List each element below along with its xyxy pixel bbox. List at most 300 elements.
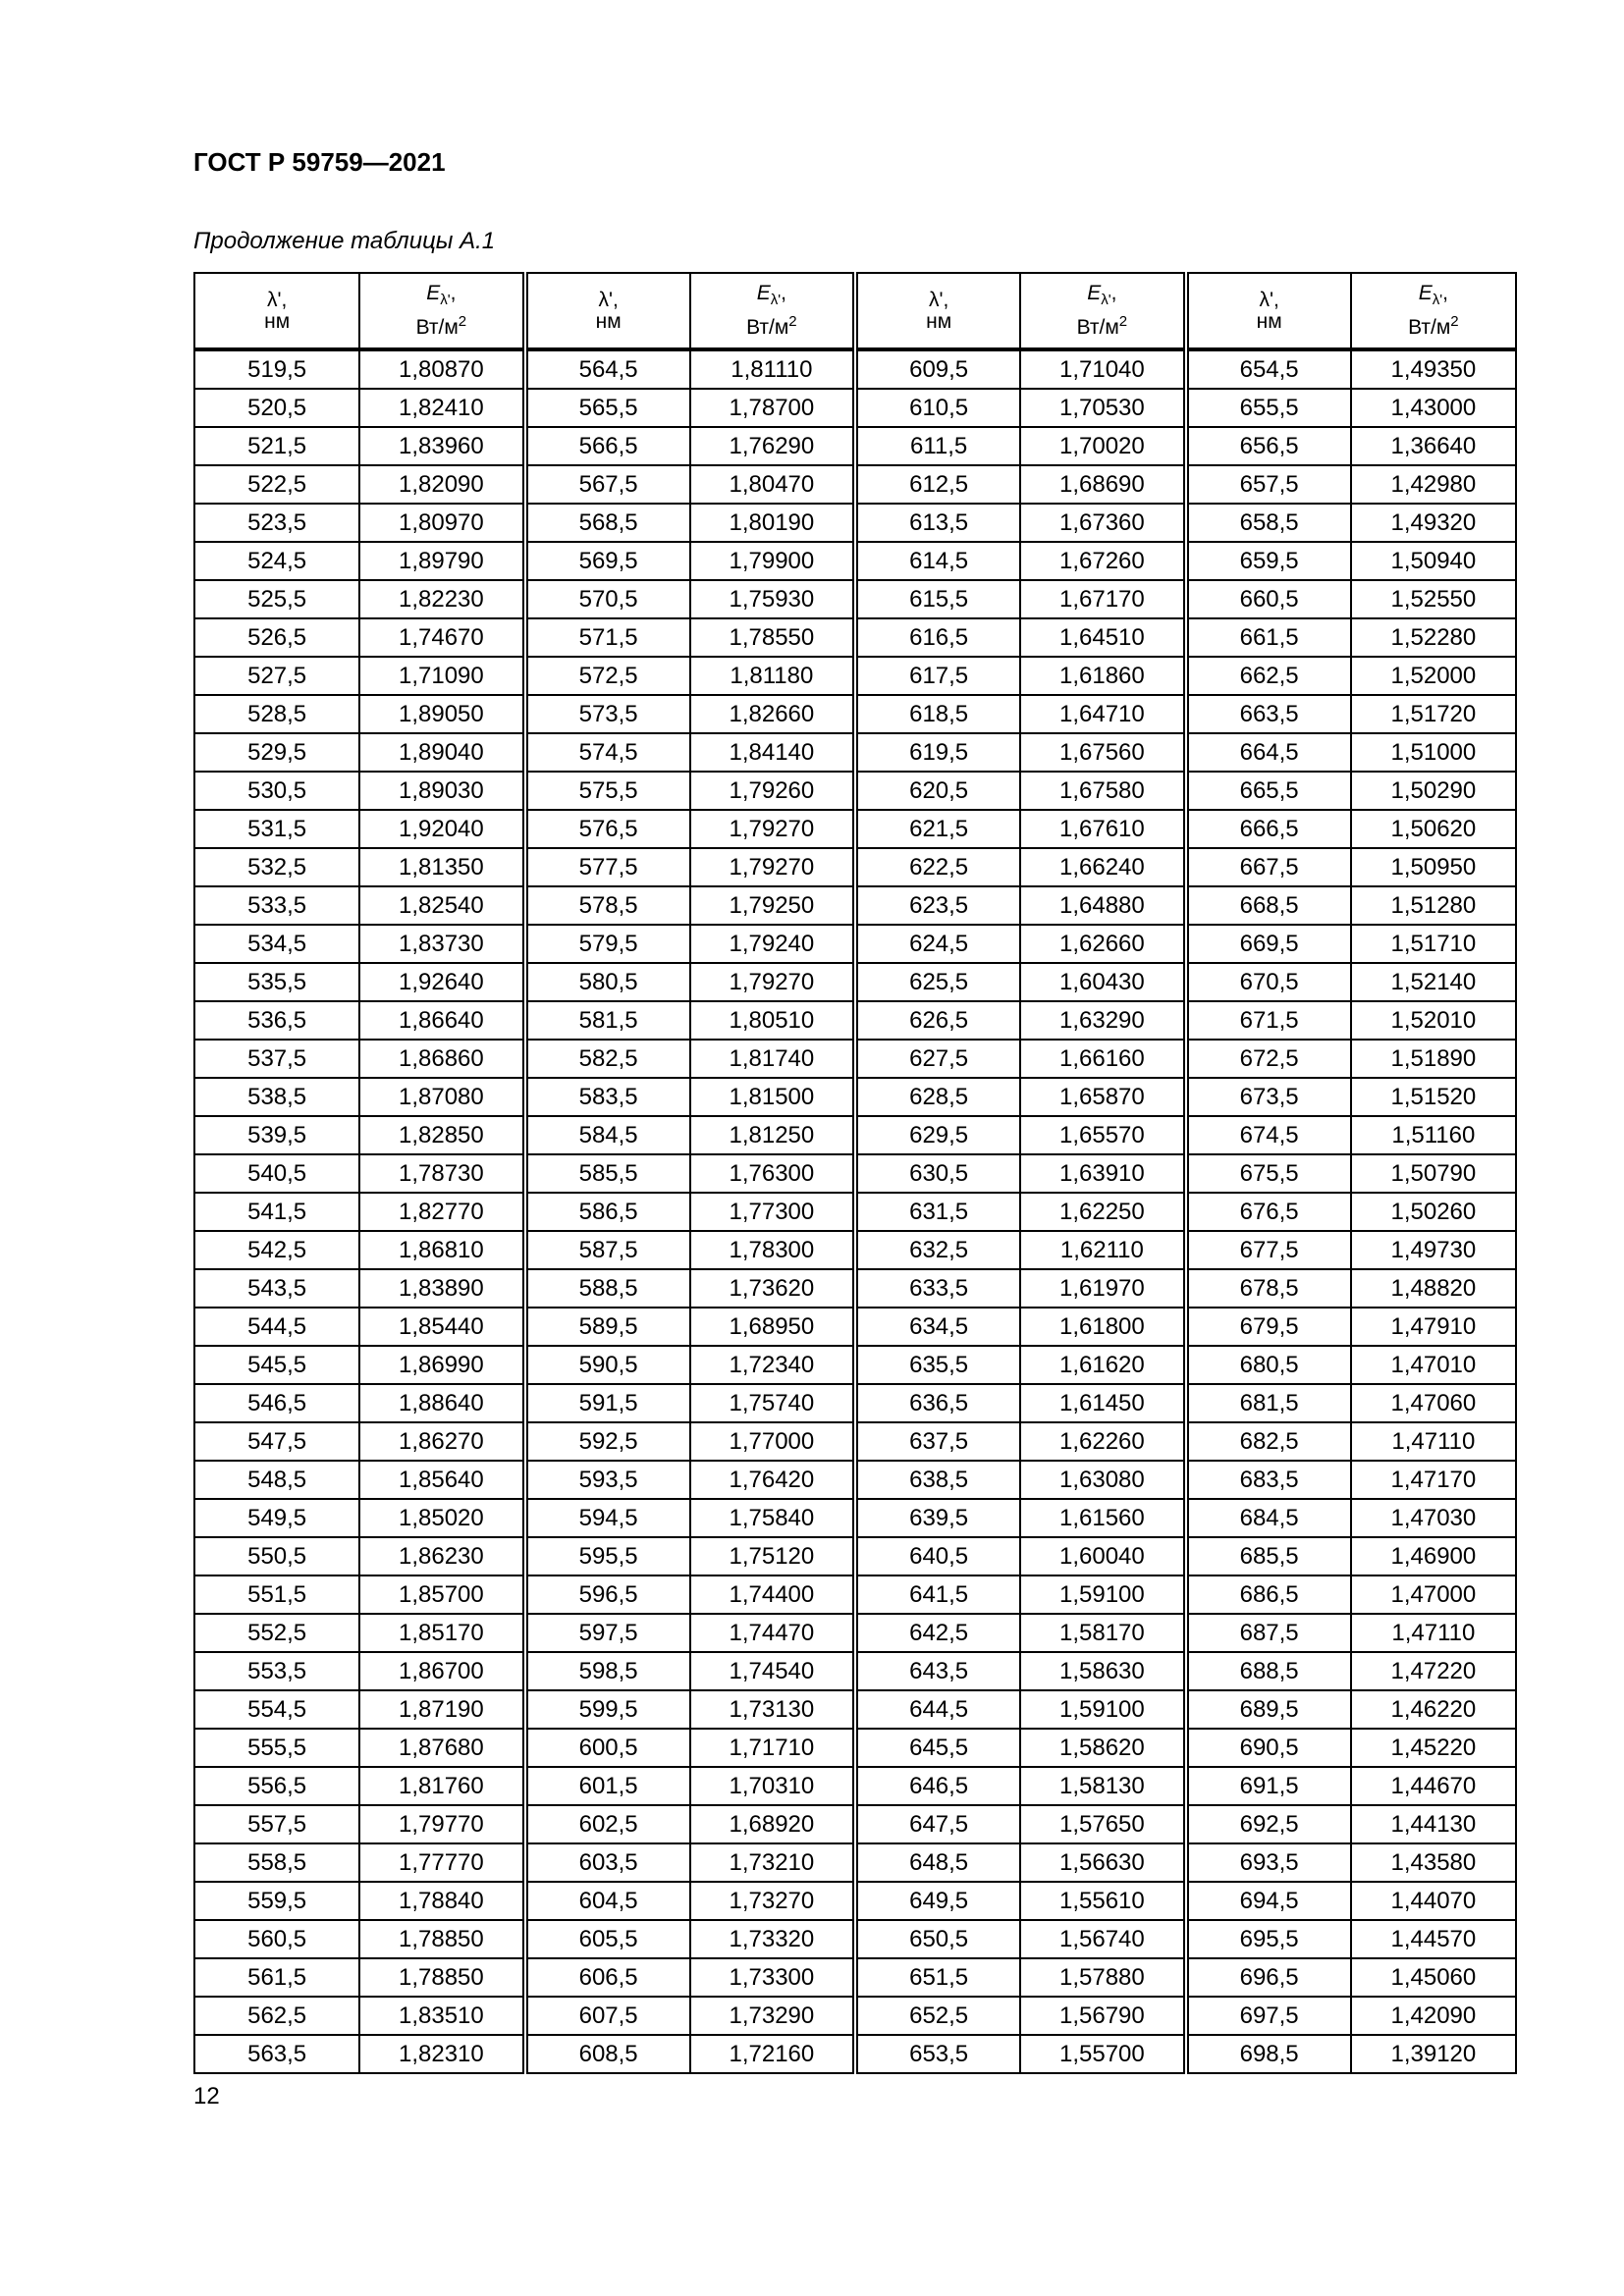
table-row: [194, 1499, 1516, 1537]
wavelength-cell: 600,5: [525, 1729, 690, 1767]
irradiance-cell: 1,50290: [1351, 772, 1516, 810]
wavelength-cell: 519,5: [194, 349, 359, 389]
wavelength-cell: 549,5: [194, 1499, 359, 1537]
wavelength-cell: 572,5: [525, 657, 690, 695]
wavelength-cell: 678,5: [1186, 1269, 1351, 1308]
irradiance-cell: 1,70310: [690, 1767, 855, 1805]
irradiance-cell: 1,45060: [1351, 1958, 1516, 1997]
table-row: [194, 1040, 1516, 1078]
wavelength-cell: 643,5: [855, 1652, 1020, 1690]
irradiance-cell: 1,82850: [359, 1116, 524, 1154]
wavelength-cell: 576,5: [525, 810, 690, 848]
irradiance-cell: 1,68690: [1020, 465, 1185, 504]
irradiance-cell: 1,58620: [1020, 1729, 1185, 1767]
header-wavelength: [525, 273, 690, 349]
wavelength-cell: 584,5: [525, 1116, 690, 1154]
wavelength-cell: 568,5: [525, 504, 690, 542]
header-row: [194, 273, 1516, 349]
wavelength-cell: 645,5: [855, 1729, 1020, 1767]
irradiance-cell: 1,71040: [1020, 349, 1185, 389]
wavelength-cell: 556,5: [194, 1767, 359, 1805]
header-wavelength: [1186, 273, 1351, 349]
irradiance-cell: 1,49730: [1351, 1231, 1516, 1269]
irradiance-cell: 1,51000: [1351, 733, 1516, 772]
irradiance-cell: 1,85700: [359, 1575, 524, 1614]
table-row: [194, 1614, 1516, 1652]
wavelength-cell: 559,5: [194, 1882, 359, 1920]
wavelength-cell: 631,5: [855, 1193, 1020, 1231]
irradiance-cell: 1,48820: [1351, 1269, 1516, 1308]
wavelength-cell: 594,5: [525, 1499, 690, 1537]
header-unit: Вт/м: [1076, 316, 1119, 339]
irradiance-cell: 1,60430: [1020, 963, 1185, 1001]
table-row: [194, 810, 1516, 848]
irradiance-cell: 1,61620: [1020, 1346, 1185, 1384]
header-unit: нм: [926, 309, 952, 333]
wavelength-cell: 688,5: [1186, 1652, 1351, 1690]
irradiance-cell: 1,82540: [359, 886, 524, 925]
wavelength-cell: 622,5: [855, 848, 1020, 886]
wavelength-cell: 546,5: [194, 1384, 359, 1422]
table-row: [194, 657, 1516, 695]
wavelength-cell: 673,5: [1186, 1078, 1351, 1116]
wavelength-cell: 551,5: [194, 1575, 359, 1614]
irradiance-cell: 1,78700: [690, 389, 855, 427]
irradiance-cell: 1,47000: [1351, 1575, 1516, 1614]
wavelength-cell: 632,5: [855, 1231, 1020, 1269]
irradiance-cell: 1,47110: [1351, 1422, 1516, 1461]
header-superscript: 2: [788, 313, 797, 330]
wavelength-cell: 666,5: [1186, 810, 1351, 848]
irradiance-cell: 1,66160: [1020, 1040, 1185, 1078]
table-row: [194, 886, 1516, 925]
wavelength-cell: 668,5: [1186, 886, 1351, 925]
document-code: ГОСТ Р 59759—2021: [193, 147, 446, 177]
wavelength-cell: 630,5: [855, 1154, 1020, 1193]
table-row: [194, 1384, 1516, 1422]
irradiance-cell: 1,74400: [690, 1575, 855, 1614]
wavelength-cell: 580,5: [525, 963, 690, 1001]
wavelength-cell: 639,5: [855, 1499, 1020, 1537]
wavelength-cell: 653,5: [855, 2035, 1020, 2073]
irradiance-cell: 1,51280: [1351, 886, 1516, 925]
wavelength-cell: 596,5: [525, 1575, 690, 1614]
wavelength-cell: 633,5: [855, 1269, 1020, 1308]
irradiance-cell: 1,49350: [1351, 349, 1516, 389]
wavelength-cell: 523,5: [194, 504, 359, 542]
table-row: [194, 1346, 1516, 1384]
wavelength-cell: 674,5: [1186, 1116, 1351, 1154]
wavelength-cell: 593,5: [525, 1461, 690, 1499]
irradiance-cell: 1,86640: [359, 1001, 524, 1040]
irradiance-cell: 1,39120: [1351, 2035, 1516, 2073]
irradiance-cell: 1,86700: [359, 1652, 524, 1690]
wavelength-cell: 672,5: [1186, 1040, 1351, 1078]
irradiance-cell: 1,86860: [359, 1040, 524, 1078]
header-unit: нм: [1256, 309, 1282, 333]
wavelength-cell: 520,5: [194, 389, 359, 427]
header-symbol: E: [756, 282, 771, 304]
header-comma: ,: [1442, 282, 1448, 304]
irradiance-cell: 1,46220: [1351, 1690, 1516, 1729]
irradiance-cell: 1,56790: [1020, 1997, 1185, 2035]
header-unit: Вт/м: [746, 316, 789, 339]
wavelength-cell: 571,5: [525, 618, 690, 657]
header-irradiance: [1351, 273, 1516, 349]
header-subscript: λ': [770, 292, 782, 308]
header-symbol: E: [426, 282, 441, 304]
wavelength-cell: 627,5: [855, 1040, 1020, 1078]
irradiance-cell: 1,81180: [690, 657, 855, 695]
wavelength-cell: 685,5: [1186, 1537, 1351, 1575]
irradiance-cell: 1,86270: [359, 1422, 524, 1461]
wavelength-cell: 570,5: [525, 580, 690, 618]
wavelength-cell: 566,5: [525, 427, 690, 465]
irradiance-cell: 1,68920: [690, 1805, 855, 1843]
irradiance-cell: 1,59100: [1020, 1690, 1185, 1729]
irradiance-cell: 1,62260: [1020, 1422, 1185, 1461]
table-row: [194, 963, 1516, 1001]
irradiance-cell: 1,52140: [1351, 963, 1516, 1001]
irradiance-cell: 1,50940: [1351, 542, 1516, 580]
irradiance-cell: 1,92040: [359, 810, 524, 848]
table-row: [194, 1231, 1516, 1269]
wavelength-cell: 542,5: [194, 1231, 359, 1269]
table-row: [194, 2035, 1516, 2073]
wavelength-cell: 541,5: [194, 1193, 359, 1231]
irradiance-cell: 1,63290: [1020, 1001, 1185, 1040]
wavelength-cell: 671,5: [1186, 1001, 1351, 1040]
irradiance-cell: 1,66240: [1020, 848, 1185, 886]
header-comma: ,: [450, 282, 457, 304]
wavelength-cell: 562,5: [194, 1997, 359, 2035]
table-row: [194, 465, 1516, 504]
wavelength-cell: 561,5: [194, 1958, 359, 1997]
wavelength-cell: 624,5: [855, 925, 1020, 963]
irradiance-cell: 1,44070: [1351, 1882, 1516, 1920]
wavelength-cell: 675,5: [1186, 1154, 1351, 1193]
irradiance-cell: 1,73270: [690, 1882, 855, 1920]
page-number: 12: [193, 2083, 220, 2109]
irradiance-cell: 1,79270: [690, 810, 855, 848]
irradiance-cell: 1,82310: [359, 2035, 524, 2073]
header-wavelength: [855, 273, 1020, 349]
wavelength-cell: 641,5: [855, 1575, 1020, 1614]
wavelength-cell: 563,5: [194, 2035, 359, 2073]
irradiance-cell: 1,79260: [690, 772, 855, 810]
irradiance-cell: 1,84140: [690, 733, 855, 772]
wavelength-cell: 599,5: [525, 1690, 690, 1729]
wavelength-cell: 618,5: [855, 695, 1020, 733]
irradiance-cell: 1,43580: [1351, 1843, 1516, 1882]
wavelength-cell: 654,5: [1186, 349, 1351, 389]
wavelength-cell: 612,5: [855, 465, 1020, 504]
wavelength-cell: 608,5: [525, 2035, 690, 2073]
wavelength-cell: 535,5: [194, 963, 359, 1001]
wavelength-cell: 555,5: [194, 1729, 359, 1767]
table-row: [194, 349, 1516, 389]
header-unit: Вт/м: [415, 316, 459, 339]
wavelength-cell: 667,5: [1186, 848, 1351, 886]
table-row: [194, 389, 1516, 427]
irradiance-cell: 1,87190: [359, 1690, 524, 1729]
wavelength-cell: 601,5: [525, 1767, 690, 1805]
irradiance-cell: 1,79250: [690, 886, 855, 925]
wavelength-cell: 547,5: [194, 1422, 359, 1461]
irradiance-cell: 1,56630: [1020, 1843, 1185, 1882]
wavelength-cell: 536,5: [194, 1001, 359, 1040]
table-row: [194, 1537, 1516, 1575]
header-irradiance: [690, 273, 855, 349]
wavelength-cell: 579,5: [525, 925, 690, 963]
irradiance-cell: 1,78730: [359, 1154, 524, 1193]
wavelength-cell: 625,5: [855, 963, 1020, 1001]
irradiance-cell: 1,60040: [1020, 1537, 1185, 1575]
wavelength-cell: 587,5: [525, 1231, 690, 1269]
irradiance-cell: 1,67360: [1020, 504, 1185, 542]
wavelength-cell: 677,5: [1186, 1231, 1351, 1269]
table-row: [194, 1958, 1516, 1997]
irradiance-cell: 1,65570: [1020, 1116, 1185, 1154]
irradiance-cell: 1,77300: [690, 1193, 855, 1231]
wavelength-cell: 681,5: [1186, 1384, 1351, 1422]
irradiance-cell: 1,85640: [359, 1461, 524, 1499]
irradiance-cell: 1,51890: [1351, 1040, 1516, 1078]
irradiance-cell: 1,47110: [1351, 1614, 1516, 1652]
irradiance-cell: 1,78850: [359, 1958, 524, 1997]
wavelength-cell: 644,5: [855, 1690, 1020, 1729]
irradiance-cell: 1,78300: [690, 1231, 855, 1269]
irradiance-cell: 1,62660: [1020, 925, 1185, 963]
irradiance-cell: 1,82770: [359, 1193, 524, 1231]
irradiance-cell: 1,88640: [359, 1384, 524, 1422]
wavelength-cell: 558,5: [194, 1843, 359, 1882]
irradiance-cell: 1,87080: [359, 1078, 524, 1116]
wavelength-cell: 588,5: [525, 1269, 690, 1308]
wavelength-cell: 619,5: [855, 733, 1020, 772]
irradiance-cell: 1,87680: [359, 1729, 524, 1767]
wavelength-cell: 534,5: [194, 925, 359, 963]
irradiance-cell: 1,50620: [1351, 810, 1516, 848]
irradiance-cell: 1,81350: [359, 848, 524, 886]
table-row: [194, 1997, 1516, 2035]
table-body: [194, 349, 1516, 2073]
irradiance-cell: 1,83730: [359, 925, 524, 963]
irradiance-cell: 1,55700: [1020, 2035, 1185, 2073]
wavelength-cell: 656,5: [1186, 427, 1351, 465]
wavelength-cell: 529,5: [194, 733, 359, 772]
irradiance-cell: 1,51710: [1351, 925, 1516, 963]
wavelength-cell: 578,5: [525, 886, 690, 925]
wavelength-cell: 609,5: [855, 349, 1020, 389]
wavelength-cell: 610,5: [855, 389, 1020, 427]
wavelength-cell: 664,5: [1186, 733, 1351, 772]
irradiance-cell: 1,43000: [1351, 389, 1516, 427]
wavelength-cell: 696,5: [1186, 1958, 1351, 1997]
irradiance-cell: 1,36640: [1351, 427, 1516, 465]
wavelength-cell: 595,5: [525, 1537, 690, 1575]
irradiance-cell: 1,83890: [359, 1269, 524, 1308]
header-unit: нм: [595, 309, 622, 333]
table-row: [194, 695, 1516, 733]
irradiance-cell: 1,67560: [1020, 733, 1185, 772]
irradiance-cell: 1,73300: [690, 1958, 855, 1997]
header-symbol: λ',: [266, 288, 288, 311]
irradiance-cell: 1,81740: [690, 1040, 855, 1078]
wavelength-cell: 606,5: [525, 1958, 690, 1997]
table-row: [194, 1116, 1516, 1154]
irradiance-cell: 1,55610: [1020, 1882, 1185, 1920]
header-superscript: 2: [1450, 313, 1459, 330]
table-row: [194, 1269, 1516, 1308]
irradiance-cell: 1,47010: [1351, 1346, 1516, 1384]
irradiance-cell: 1,61970: [1020, 1269, 1185, 1308]
wavelength-cell: 552,5: [194, 1614, 359, 1652]
header-comma: ,: [1110, 282, 1117, 304]
wavelength-cell: 614,5: [855, 542, 1020, 580]
wavelength-cell: 564,5: [525, 349, 690, 389]
table-row: [194, 733, 1516, 772]
wavelength-cell: 582,5: [525, 1040, 690, 1078]
wavelength-cell: 574,5: [525, 733, 690, 772]
header-symbol: λ',: [928, 288, 949, 311]
header-unit: нм: [264, 309, 291, 333]
irradiance-cell: 1,64710: [1020, 695, 1185, 733]
table-row: [194, 1652, 1516, 1690]
irradiance-cell: 1,72160: [690, 2035, 855, 2073]
wavelength-cell: 521,5: [194, 427, 359, 465]
irradiance-cell: 1,89790: [359, 542, 524, 580]
wavelength-cell: 617,5: [855, 657, 1020, 695]
irradiance-cell: 1,86230: [359, 1537, 524, 1575]
table-row: [194, 542, 1516, 580]
wavelength-cell: 679,5: [1186, 1308, 1351, 1346]
wavelength-cell: 684,5: [1186, 1499, 1351, 1537]
table-row: [194, 1805, 1516, 1843]
table-caption: Продолжение таблицы А.1: [193, 228, 496, 254]
wavelength-cell: 604,5: [525, 1882, 690, 1920]
irradiance-cell: 1,73620: [690, 1269, 855, 1308]
irradiance-cell: 1,82090: [359, 465, 524, 504]
wavelength-cell: 635,5: [855, 1346, 1020, 1384]
irradiance-cell: 1,58130: [1020, 1767, 1185, 1805]
table-row: [194, 580, 1516, 618]
wavelength-cell: 676,5: [1186, 1193, 1351, 1231]
wavelength-cell: 658,5: [1186, 504, 1351, 542]
irradiance-cell: 1,86810: [359, 1231, 524, 1269]
irradiance-cell: 1,73320: [690, 1920, 855, 1958]
irradiance-cell: 1,75840: [690, 1499, 855, 1537]
irradiance-cell: 1,73290: [690, 1997, 855, 2035]
wavelength-cell: 615,5: [855, 580, 1020, 618]
irradiance-cell: 1,74540: [690, 1652, 855, 1690]
wavelength-cell: 669,5: [1186, 925, 1351, 963]
irradiance-cell: 1,77770: [359, 1843, 524, 1882]
irradiance-cell: 1,50790: [1351, 1154, 1516, 1193]
wavelength-cell: 637,5: [855, 1422, 1020, 1461]
wavelength-cell: 524,5: [194, 542, 359, 580]
header-irradiance: [359, 273, 524, 349]
wavelength-cell: 583,5: [525, 1078, 690, 1116]
irradiance-cell: 1,76290: [690, 427, 855, 465]
irradiance-cell: 1,51160: [1351, 1116, 1516, 1154]
wavelength-cell: 554,5: [194, 1690, 359, 1729]
wavelength-cell: 698,5: [1186, 2035, 1351, 2073]
wavelength-cell: 623,5: [855, 886, 1020, 925]
irradiance-cell: 1,89030: [359, 772, 524, 810]
header-superscript: 2: [458, 313, 467, 330]
irradiance-cell: 1,51720: [1351, 695, 1516, 733]
header-superscript: 2: [1118, 313, 1128, 330]
irradiance-cell: 1,44670: [1351, 1767, 1516, 1805]
irradiance-cell: 1,74470: [690, 1614, 855, 1652]
irradiance-cell: 1,89050: [359, 695, 524, 733]
irradiance-cell: 1,79770: [359, 1805, 524, 1843]
wavelength-cell: 522,5: [194, 465, 359, 504]
wavelength-cell: 592,5: [525, 1422, 690, 1461]
wavelength-cell: 527,5: [194, 657, 359, 695]
wavelength-cell: 626,5: [855, 1001, 1020, 1040]
irradiance-cell: 1,78840: [359, 1882, 524, 1920]
irradiance-cell: 1,70020: [1020, 427, 1185, 465]
wavelength-cell: 581,5: [525, 1001, 690, 1040]
irradiance-cell: 1,68950: [690, 1308, 855, 1346]
irradiance-cell: 1,81110: [690, 349, 855, 389]
wavelength-cell: 569,5: [525, 542, 690, 580]
wavelength-cell: 565,5: [525, 389, 690, 427]
irradiance-cell: 1,51520: [1351, 1078, 1516, 1116]
header-subscript: λ': [1432, 292, 1443, 308]
wavelength-cell: 649,5: [855, 1882, 1020, 1920]
irradiance-cell: 1,89040: [359, 733, 524, 772]
wavelength-cell: 553,5: [194, 1652, 359, 1690]
wavelength-cell: 691,5: [1186, 1767, 1351, 1805]
irradiance-cell: 1,58170: [1020, 1614, 1185, 1652]
irradiance-cell: 1,78850: [359, 1920, 524, 1958]
irradiance-cell: 1,76300: [690, 1154, 855, 1193]
irradiance-cell: 1,47030: [1351, 1499, 1516, 1537]
irradiance-cell: 1,67260: [1020, 542, 1185, 580]
irradiance-cell: 1,71710: [690, 1729, 855, 1767]
irradiance-cell: 1,59100: [1020, 1575, 1185, 1614]
irradiance-cell: 1,56740: [1020, 1920, 1185, 1958]
irradiance-cell: 1,42980: [1351, 465, 1516, 504]
wavelength-cell: 680,5: [1186, 1346, 1351, 1384]
table-row: [194, 1575, 1516, 1614]
wavelength-cell: 648,5: [855, 1843, 1020, 1882]
irradiance-cell: 1,86990: [359, 1346, 524, 1384]
irradiance-cell: 1,79270: [690, 848, 855, 886]
irradiance-cell: 1,79900: [690, 542, 855, 580]
wavelength-cell: 657,5: [1186, 465, 1351, 504]
wavelength-cell: 629,5: [855, 1116, 1020, 1154]
wavelength-cell: 682,5: [1186, 1422, 1351, 1461]
wavelength-cell: 526,5: [194, 618, 359, 657]
table-row: [194, 1920, 1516, 1958]
irradiance-cell: 1,44130: [1351, 1805, 1516, 1843]
wavelength-cell: 538,5: [194, 1078, 359, 1116]
wavelength-cell: 589,5: [525, 1308, 690, 1346]
wavelength-cell: 573,5: [525, 695, 690, 733]
wavelength-cell: 646,5: [855, 1767, 1020, 1805]
wavelength-cell: 663,5: [1186, 695, 1351, 733]
wavelength-cell: 590,5: [525, 1346, 690, 1384]
wavelength-cell: 642,5: [855, 1614, 1020, 1652]
wavelength-cell: 533,5: [194, 886, 359, 925]
table-row: [194, 1001, 1516, 1040]
header-wavelength: [194, 273, 359, 349]
irradiance-cell: 1,85170: [359, 1614, 524, 1652]
